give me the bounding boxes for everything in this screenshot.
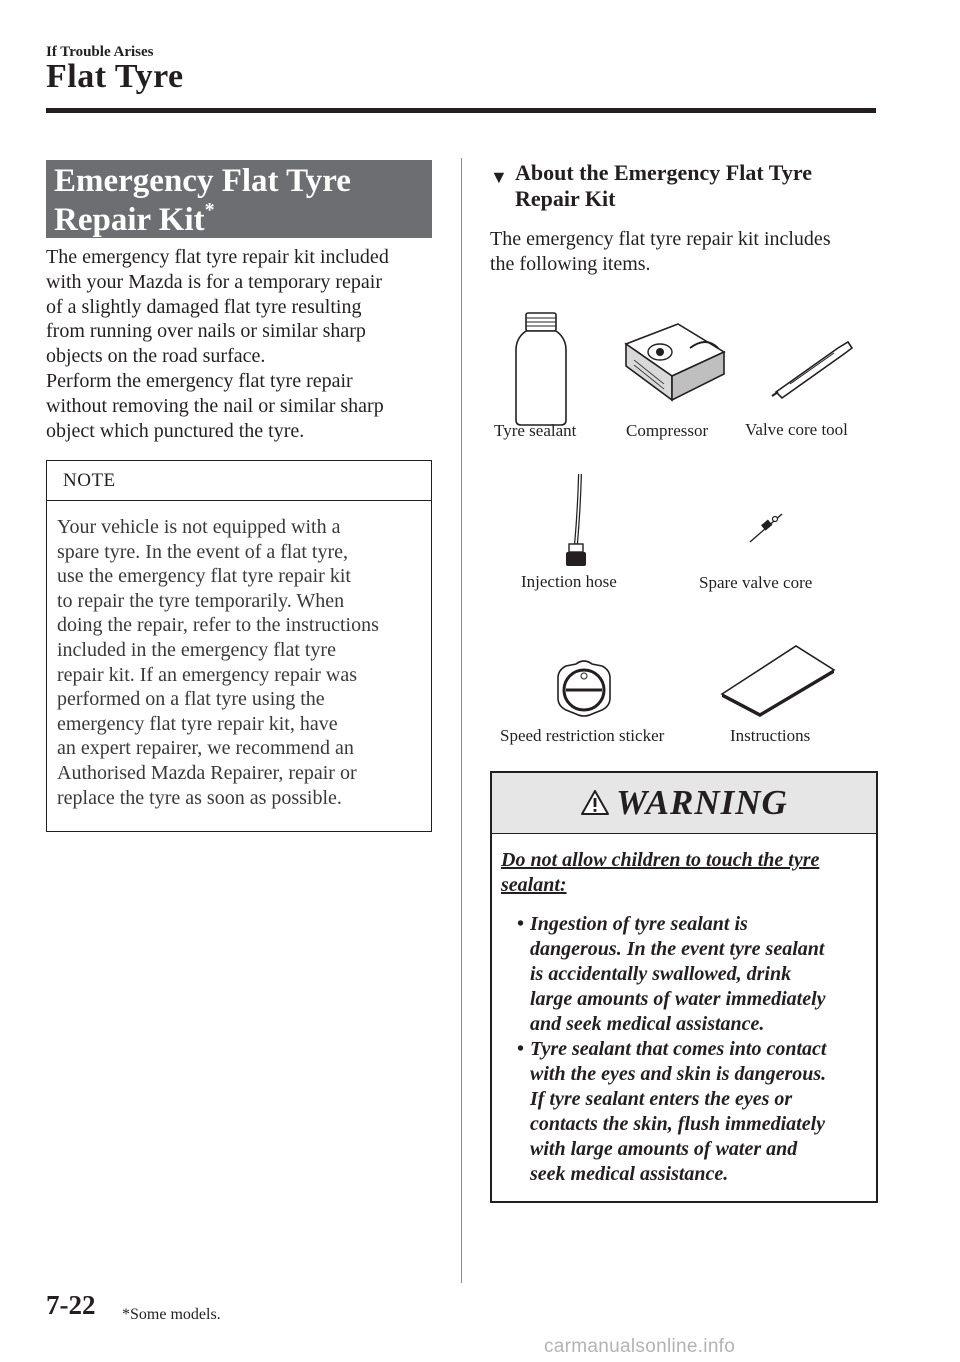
speed-sticker-icon bbox=[556, 656, 612, 720]
warning-header bbox=[492, 773, 876, 834]
warning-box bbox=[490, 771, 878, 1203]
sealant-bottle-icon bbox=[512, 310, 570, 428]
bullet: • bbox=[517, 913, 525, 935]
kit-intro: The emergency flat tyre repair kit includes the following items. bbox=[490, 228, 831, 275]
bullet: • bbox=[517, 1038, 525, 1060]
footnote: *Some models. bbox=[122, 1306, 221, 1323]
section-label: If Trouble Arises bbox=[46, 44, 154, 60]
warning-lead: Do not allow children to touch the tyre sealant: bbox=[501, 849, 820, 896]
note-box bbox=[46, 460, 432, 832]
warning-point-text: Ingestion of tyre sealant is dangerous. In the event tyre sealant is accidentally swallowed, drink large amounts of water immediately and seek medical assistance. bbox=[530, 913, 826, 1035]
item-label-tyre-sealant: Tyre sealant bbox=[494, 421, 577, 440]
warning-list bbox=[492, 912, 876, 1187]
item-label-injection-hose: Injection hose bbox=[521, 572, 617, 591]
note-label: NOTE bbox=[47, 461, 431, 501]
watermark: carmanualsonline.info bbox=[544, 1336, 736, 1357]
title-rule bbox=[46, 108, 876, 113]
instructions-booklet-icon bbox=[718, 640, 838, 718]
warning-point bbox=[492, 1037, 876, 1187]
item-label-instructions: Instructions bbox=[730, 726, 811, 745]
injection-hose-icon bbox=[560, 470, 590, 570]
item-label-valve-core-tool: Valve core tool bbox=[745, 420, 848, 439]
page-title: Flat Tyre bbox=[46, 58, 184, 95]
warning-title: WARNING bbox=[616, 783, 788, 822]
item-label-compressor: Compressor bbox=[626, 421, 709, 440]
subheading bbox=[490, 160, 870, 212]
valve-core-tool-icon bbox=[768, 336, 854, 400]
warning-point bbox=[492, 912, 876, 1037]
topic-title: Emergency Flat Tyre Repair Kit bbox=[54, 163, 351, 238]
item-label-speed-restriction-sticker: Speed restriction sticker bbox=[500, 726, 665, 745]
compressor-icon bbox=[620, 318, 728, 408]
column-divider bbox=[461, 158, 462, 1283]
note-body: Your vehicle is not equipped with a spare tyre. In the event of a flat tyre, use the emergency flat tyre repair kit to repair the tyre temporarily. When doing the repair, refer to the instructions included in the emergency flat tyre repair kit. If an emergency repair was performed on a flat tyre using the emergency flat tyre repair kit, have an expert repairer, we recommend an Authorised Mazda Repairer, repair or replace the tyre as soon as possible. bbox=[57, 516, 379, 809]
spare-valve-core-icon bbox=[748, 512, 784, 544]
subheading-text: About the Emergency Flat Tyre Repair Kit bbox=[515, 160, 812, 211]
warning-triangle-icon bbox=[580, 789, 610, 816]
item-label-spare-valve-core: Spare valve core bbox=[699, 573, 813, 592]
intro-paragraph: The emergency flat tyre repair kit included with your Mazda is for a temporary repair of a slightly damaged flat tyre resulting from running over nails or similar sharp objects on the road surface. Perform the emergency flat tyre repair without removing the nail or similar sharp object which punctured the tyre. bbox=[46, 246, 389, 442]
triangle-marker-icon: ▼ bbox=[490, 167, 508, 187]
page-number: 7-22 bbox=[46, 1290, 96, 1320]
topic-banner bbox=[46, 160, 432, 238]
warning-point-text: Tyre sealant that comes into contact with the eyes and skin is dangerous. If tyre sealant enters the eyes or contacts the skin, flush immediately with large amounts of water and seek medical assistance. bbox=[530, 1038, 827, 1185]
model-footnote-marker: * bbox=[204, 199, 215, 221]
